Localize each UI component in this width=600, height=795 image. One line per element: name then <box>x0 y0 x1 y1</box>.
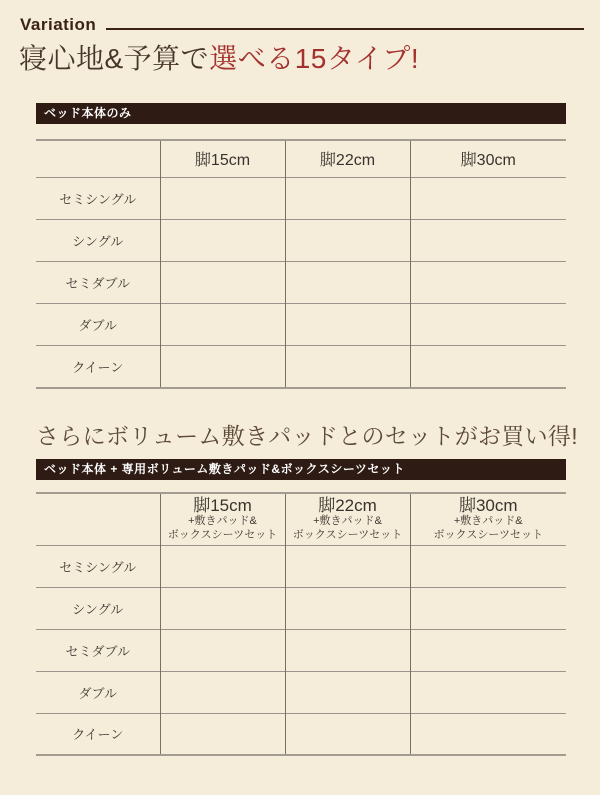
column-header-sub2: ボックスシーツセット <box>433 529 543 542</box>
price-cell <box>285 713 410 755</box>
table-row-queen <box>36 713 566 755</box>
price-cell <box>285 262 410 304</box>
price-cell <box>160 178 285 220</box>
bed-only-price-table <box>36 139 566 389</box>
page-title <box>19 42 584 76</box>
table-row-semidouble <box>36 629 566 671</box>
column-header-main: 脚22cm <box>318 495 377 515</box>
set-bar <box>36 459 566 480</box>
row-label: セミシングル <box>59 192 137 208</box>
page-title-dark-part: 寝心地&予算で <box>19 43 210 74</box>
row-label: クイーン <box>72 359 124 375</box>
column-header-main: 脚15cm <box>193 495 252 515</box>
column-header-sub2: ボックスシーツセット <box>167 529 278 542</box>
price-cell <box>285 304 410 346</box>
price-cell <box>410 304 566 346</box>
table-row-double <box>36 671 566 713</box>
column-header-sub1: +敷きパッド& <box>188 515 257 528</box>
price-cell <box>410 713 566 755</box>
row-label: セミダブル <box>65 643 130 659</box>
price-cell <box>410 346 566 388</box>
variation-label: Variation <box>20 14 97 34</box>
bed-only-section <box>36 103 566 389</box>
table-row-queen <box>36 346 566 388</box>
price-cell <box>410 178 566 220</box>
header-row <box>36 493 566 545</box>
price-cell <box>160 545 285 587</box>
price-cell <box>410 629 566 671</box>
bed-only-bar-label: ベッド本体のみ <box>44 105 132 120</box>
table-row-semisingle <box>36 178 566 220</box>
column-header-leg22-set <box>285 493 410 545</box>
price-cell <box>285 671 410 713</box>
row-label: クイーン <box>72 727 124 743</box>
price-cell <box>160 629 285 671</box>
column-header-leg30: 脚30cm <box>410 140 566 178</box>
price-cell <box>160 304 285 346</box>
column-header-main: 脚30cm <box>458 495 518 515</box>
price-cell <box>160 587 285 629</box>
set-price-table <box>36 492 566 756</box>
variation-header <box>20 15 584 34</box>
price-cell <box>410 262 566 304</box>
column-header-leg15-set <box>160 493 285 545</box>
price-cell <box>285 545 410 587</box>
price-cell <box>285 629 410 671</box>
table-row-semidouble <box>36 262 566 304</box>
column-header-sub1: +敷きパッド& <box>313 515 382 528</box>
row-label: ダブル <box>78 318 117 334</box>
table-row-single <box>36 587 566 629</box>
price-cell <box>410 545 566 587</box>
price-cell <box>285 178 410 220</box>
price-cell <box>285 346 410 388</box>
variation-divider-line <box>106 28 584 30</box>
set-section-heading: さらにボリューム敷きパッドとのセットがお買い得! <box>36 422 578 449</box>
header-row <box>36 140 566 178</box>
price-cell <box>285 587 410 629</box>
column-header-sub2: ボックスシーツセット <box>292 529 403 542</box>
price-cell <box>410 587 566 629</box>
column-header-leg15: 脚15cm <box>160 140 285 178</box>
row-label: セミダブル <box>65 276 130 292</box>
price-cell <box>160 713 285 755</box>
column-header-sub1: +敷きパッド& <box>453 515 523 528</box>
set-section <box>36 459 566 756</box>
price-cell <box>160 671 285 713</box>
price-cell <box>410 671 566 713</box>
corner-cell <box>36 493 160 545</box>
column-header-leg22: 脚22cm <box>285 140 410 178</box>
table-row-semisingle <box>36 545 566 587</box>
corner-cell <box>36 140 160 178</box>
price-cell <box>285 220 410 262</box>
table-row-double <box>36 304 566 346</box>
price-cell <box>410 220 566 262</box>
bed-only-bar <box>36 103 566 124</box>
price-cell <box>160 346 285 388</box>
price-cell <box>160 262 285 304</box>
row-label: セミシングル <box>59 559 137 575</box>
row-label: シングル <box>72 601 124 617</box>
column-header-leg30-set <box>410 493 566 545</box>
row-label: シングル <box>72 234 124 250</box>
row-label: ダブル <box>78 685 117 701</box>
table-row-single <box>36 220 566 262</box>
set-bar-label: ベッド本体 + 専用ボリューム敷きパッド&ボックスシーツセット <box>44 462 405 477</box>
price-cell <box>160 220 285 262</box>
page-title-red-part: 選べる15タイプ! <box>209 43 420 74</box>
